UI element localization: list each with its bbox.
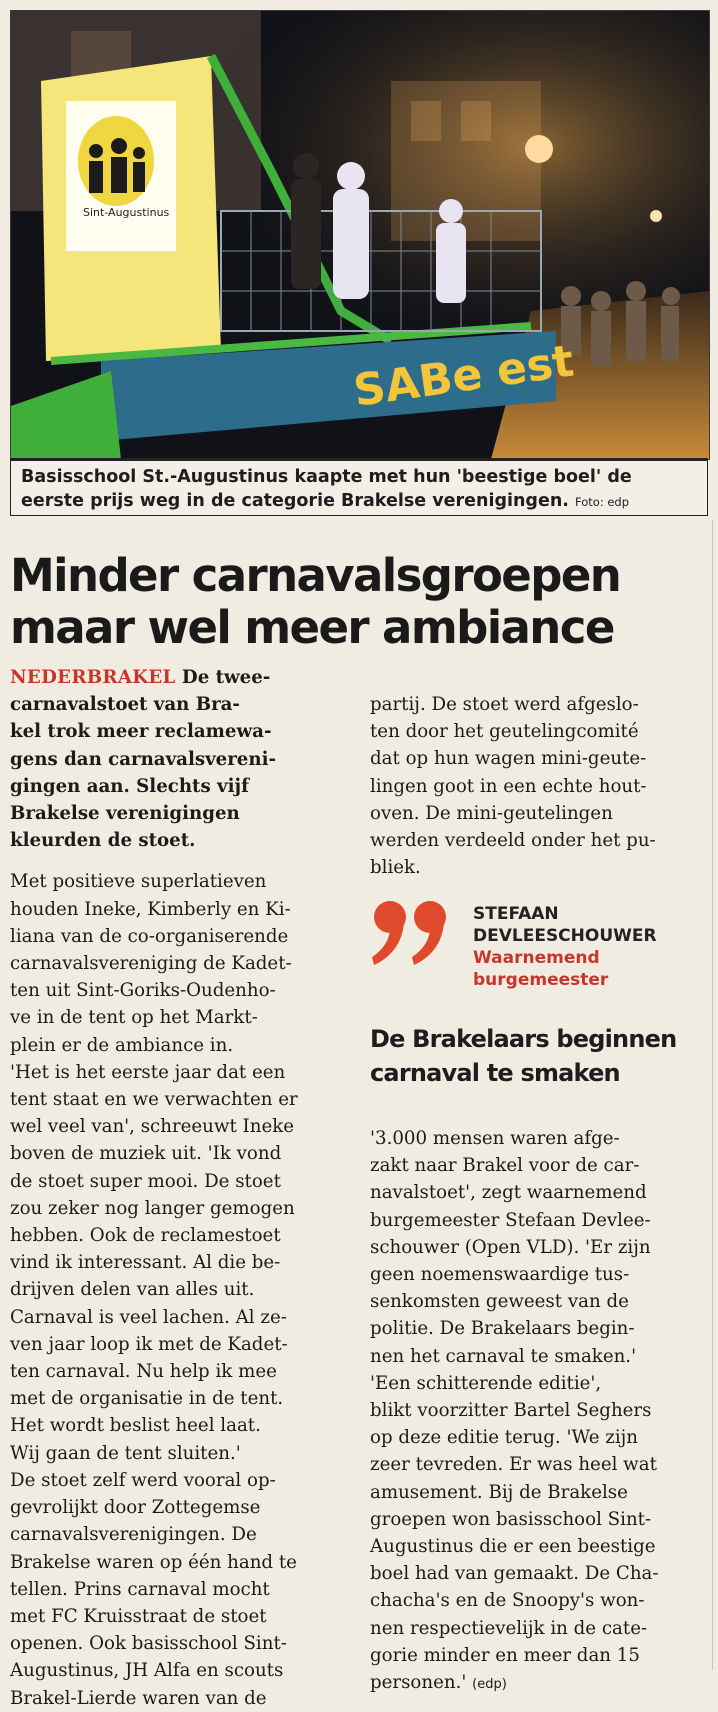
body-line: met de organisatie in de tent.	[10, 1388, 284, 1410]
article-photo	[10, 10, 710, 460]
body-line: schouwer (Open VLD). 'Er zijn	[370, 1236, 651, 1258]
body-line: carnavalsvereniging de Kadet-	[10, 953, 292, 975]
body-line: nen respectievelijk in de cate-	[370, 1617, 648, 1639]
body-line: de stoet super mooi. De stoet	[10, 1170, 281, 1192]
headline-line: Minder carnavalsgroepen	[10, 549, 621, 602]
body-line: burgemeester Stefaan Devlee-	[370, 1209, 651, 1231]
body-line: ven jaar loop ik met de Kadet-	[10, 1333, 288, 1355]
body-line: met FC Kruisstraat de stoet	[10, 1605, 267, 1627]
body-line: carnavalsverenigingen. De	[10, 1524, 257, 1546]
photo-caption	[10, 458, 708, 516]
body-line: zakt naar Brakel voor de car-	[370, 1155, 640, 1177]
lead-line: carnavalstoet van Bra-	[10, 694, 240, 716]
quote-marks-icon	[370, 895, 460, 975]
body-line: drijven delen van alles uit.	[10, 1279, 255, 1301]
lead-line: NEDERBRAKEL De twee-	[10, 667, 271, 688]
body-line: navalstoet', zegt waarnemend	[370, 1182, 647, 1204]
float-text: SABe est	[350, 335, 577, 417]
body-line: De stoet zelf werd vooral op-	[10, 1469, 276, 1491]
body-line: Augustinus, JH Alfa en scouts	[10, 1660, 284, 1682]
body-line: politie. De Brakelaars begin-	[370, 1318, 635, 1340]
body-line: Het wordt beslist heel laat.	[10, 1415, 261, 1437]
body-line: werden verdeeld onder het pu-	[370, 830, 656, 852]
caption-line: eerste prijs weg in de categorie Brakelse verenigingen. Foto: edp	[21, 491, 630, 511]
body-line: blikt voorzitter Bartel Seghers	[370, 1400, 652, 1422]
body-line: op deze editie terug. 'We zijn	[370, 1427, 638, 1449]
body-line: amusement. Bij de Brakelse	[370, 1481, 628, 1503]
body-line: nen het carnaval te smaken.'	[370, 1345, 637, 1367]
author-credit: (edp)	[472, 1677, 507, 1693]
body-line: dat op hun wagen mini-geute-	[370, 748, 647, 770]
body-line: plein er de ambiance in.	[10, 1034, 234, 1056]
body-line: ve in de tent op het Markt-	[10, 1007, 258, 1029]
body-line: zeer tevreden. Er was heel wat	[370, 1454, 657, 1476]
body-line: tellen. Prins carnaval mocht	[10, 1578, 270, 1600]
article-column-right-top	[370, 691, 710, 881]
carnival-float-illustration	[11, 11, 709, 459]
pull-quote-attribution	[370, 895, 710, 1005]
body-line: hebben. Ook de reclamestoet	[10, 1225, 281, 1247]
body-line: geen noemenswaardige tus-	[370, 1264, 630, 1286]
body-line: senkomsten geweest van de	[370, 1291, 629, 1313]
headline-line: maar wel meer ambiance	[10, 601, 614, 654]
body-line: oven. De mini-geutelingen	[370, 802, 613, 824]
body-line: wel veel van', schreeuwt Ineke	[10, 1116, 294, 1138]
photo-credit: Foto: edp	[575, 495, 630, 509]
body-line: houden Ineke, Kimberly en Ki-	[10, 898, 291, 920]
body-line: tent staat en we verwachten er	[10, 1089, 298, 1111]
body-line: liana van de co-organiserende	[10, 925, 289, 947]
article-column-right-bottom	[370, 1125, 710, 1698]
quote-speaker-role: Waarnemend burgemeester	[473, 948, 609, 990]
body-line: Brakelse waren op één hand te	[10, 1551, 297, 1573]
section-subheading: De Brakelaars beginnen carnaval te smaken	[370, 1025, 677, 1087]
body-line: Brakel-Lierde waren van de	[10, 1687, 267, 1709]
body-line: partij. De stoet werd afgeslo-	[370, 694, 639, 715]
lead-line: kleurden de stoet.	[10, 830, 196, 852]
sign-text: Sint-Augustinus	[83, 206, 170, 219]
body-line: Augustinus die er een beestige	[370, 1536, 656, 1558]
column-divider	[712, 520, 713, 1670]
body-line: groepen won basisschool Sint-	[370, 1508, 652, 1530]
body-line: gevrolijkt door Zottegemse	[10, 1497, 261, 1519]
body-line: vind ik interessant. Al die be-	[10, 1252, 281, 1274]
body-line: Carnaval is veel lachen. Al ze-	[10, 1306, 287, 1328]
body-line: Met positieve superlatieven	[10, 871, 267, 893]
lead-line: Brakelse verenigingen	[10, 803, 240, 825]
article-lead	[10, 664, 358, 854]
body-line: openen. Ook basisschool Sint-	[10, 1633, 287, 1655]
quote-speaker-name: STEFAAN DEVLEESCHOUWER	[473, 904, 657, 946]
body-line: boven de muziek uit. 'Ik vond	[10, 1143, 282, 1165]
article-headline	[10, 550, 710, 654]
article-column-left	[10, 664, 358, 1712]
body-line: boel had van gemaakt. De Cha-	[370, 1563, 659, 1585]
lead-line: kel trok meer reclamewa-	[10, 721, 272, 743]
body-line: bliek.	[370, 857, 421, 879]
body-line: chacha's en de Snoopy's won-	[370, 1590, 645, 1612]
body-line: gorie minder en meer dan 15	[370, 1644, 640, 1666]
body-line: 'Een schitterende editie',	[370, 1372, 602, 1394]
body-line: 'Het is het eerste jaar dat een	[10, 1061, 286, 1083]
body-line: ten door het geutelingcomité	[370, 721, 639, 743]
caption-line: Basisschool St.-Augustinus kaapte met hun 'beestige boel' de	[21, 467, 632, 487]
body-line: Wij gaan de tent sluiten.'	[10, 1442, 241, 1464]
body-line: personen.' (edp)	[370, 1672, 507, 1694]
body-line: '3.000 mensen waren afge-	[370, 1128, 620, 1149]
body-line: ten uit Sint-Goriks-Oudenho-	[10, 980, 276, 1002]
body-text-left	[10, 868, 358, 1711]
lead-line: gingen aan. Slechts vijf	[10, 775, 249, 797]
lead-line: gens dan carnavalsvereni-	[10, 748, 277, 770]
body-line: lingen goot in een echte hout-	[370, 775, 647, 797]
body-line: ten carnaval. Nu help ik mee	[10, 1361, 277, 1383]
dateline-kicker: NEDERBRAKEL	[10, 667, 176, 688]
body-line: zou zeker nog langer gemogen	[10, 1197, 295, 1219]
